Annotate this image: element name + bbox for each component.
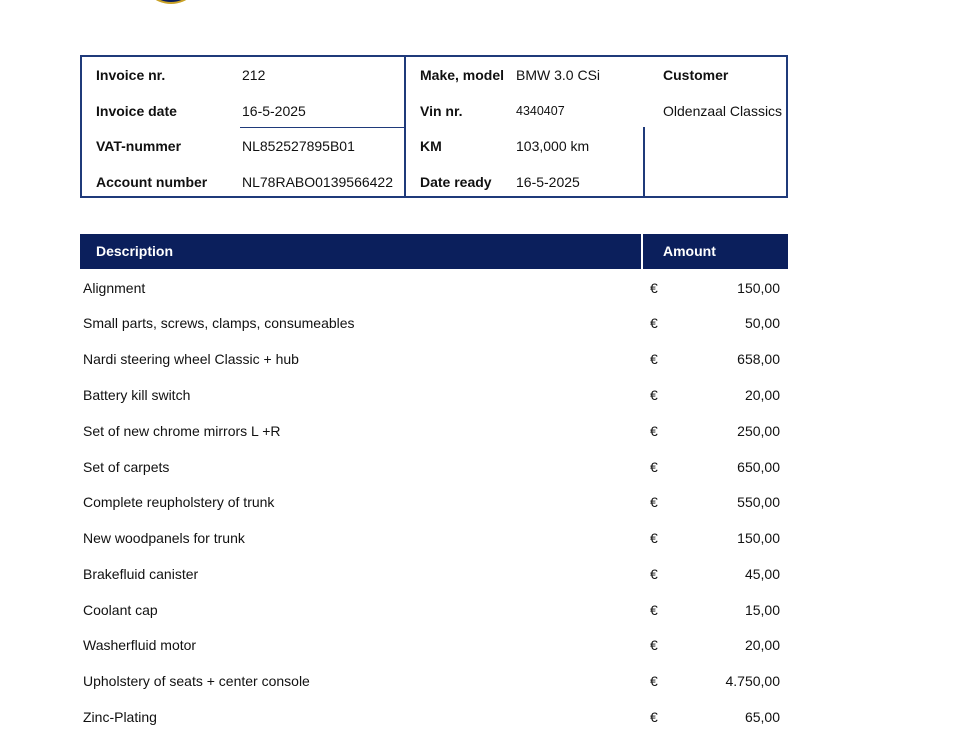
item-description: Set of carpets xyxy=(83,459,170,475)
item-description: Brakefluid canister xyxy=(83,566,199,582)
km-label: KM xyxy=(420,138,442,154)
currency-symbol: € xyxy=(650,423,658,439)
vin-value: 4340407 xyxy=(516,104,565,118)
item-description: Upholstery of seats + center console xyxy=(83,673,310,689)
date-ready-label: Date ready xyxy=(420,174,492,190)
currency-symbol: € xyxy=(650,387,658,403)
invoice-nr-label: Invoice nr. xyxy=(96,67,166,83)
make-model-label: Make, model xyxy=(420,67,505,83)
invoice-info-table xyxy=(80,55,788,198)
km-value: 103,000 km xyxy=(516,138,590,154)
account-number-label: Account number xyxy=(96,174,208,190)
make-model-value: BMW 3.0 CSi xyxy=(516,67,601,83)
item-amount: 4.750,00 xyxy=(725,673,780,689)
table-row xyxy=(80,342,788,378)
account-number-value: NL78RABO0139566422 xyxy=(242,174,394,190)
currency-symbol: € xyxy=(650,315,658,331)
item-amount: 65,00 xyxy=(744,709,780,725)
item-amount: 50,00 xyxy=(744,315,780,331)
vin-label: Vin nr. xyxy=(420,103,463,119)
item-amount: 550,00 xyxy=(737,494,780,510)
company-logo xyxy=(140,0,202,4)
items-table-header xyxy=(80,234,788,269)
item-amount: 658,00 xyxy=(737,351,780,367)
item-amount: 150,00 xyxy=(737,530,780,546)
table-row xyxy=(80,485,788,521)
currency-symbol: € xyxy=(650,602,658,618)
table-row xyxy=(80,628,788,664)
invoice-date-value: 16-5-2025 xyxy=(242,103,306,119)
customer-label: Customer xyxy=(663,67,729,83)
item-description: Nardi steering wheel Classic + hub xyxy=(83,351,299,367)
item-description: Battery kill switch xyxy=(83,387,191,403)
description-header: Description xyxy=(96,243,174,259)
item-description: Alignment xyxy=(83,280,146,296)
invoice-nr-value: 212 xyxy=(242,67,266,83)
row-divider xyxy=(240,127,404,128)
currency-symbol: € xyxy=(650,709,658,725)
currency-symbol: € xyxy=(650,530,658,546)
date-ready-value: 16-5-2025 xyxy=(516,174,580,190)
invoice-date-label: Invoice date xyxy=(96,103,177,119)
item-description: Zinc-Plating xyxy=(83,709,157,725)
table-row xyxy=(80,557,788,593)
currency-symbol: € xyxy=(650,637,658,653)
currency-symbol: € xyxy=(650,280,658,296)
item-description: Set of new chrome mirrors L +R xyxy=(83,423,281,439)
item-description: Washerfluid motor xyxy=(83,637,197,653)
table-row xyxy=(80,664,788,700)
vat-number-value: NL852527895B01 xyxy=(242,138,355,154)
item-amount: 250,00 xyxy=(737,423,780,439)
item-amount: 650,00 xyxy=(737,459,780,475)
item-amount: 150,00 xyxy=(737,280,780,296)
table-row xyxy=(80,414,788,450)
item-amount: 20,00 xyxy=(744,637,780,653)
currency-symbol: € xyxy=(650,494,658,510)
item-description: Coolant cap xyxy=(83,602,158,618)
table-row xyxy=(80,521,788,557)
item-description: Complete reupholstery of trunk xyxy=(83,494,275,510)
table-row xyxy=(80,271,788,307)
currency-symbol: € xyxy=(650,459,658,475)
customer-value: Oldenzaal Classics xyxy=(663,103,783,119)
currency-symbol: € xyxy=(650,351,658,367)
amount-header: Amount xyxy=(663,243,716,259)
item-amount: 20,00 xyxy=(744,387,780,403)
header-divider xyxy=(641,234,643,269)
table-row xyxy=(80,306,788,342)
vat-number-label: VAT-nummer xyxy=(96,138,182,154)
table-row xyxy=(80,450,788,486)
table-row xyxy=(80,700,788,736)
currency-symbol: € xyxy=(650,673,658,689)
column-divider xyxy=(404,57,406,196)
item-description: New woodpanels for trunk xyxy=(83,530,245,546)
table-row xyxy=(80,593,788,629)
currency-symbol: € xyxy=(650,566,658,582)
table-row xyxy=(80,378,788,414)
item-description: Small parts, screws, clamps, consumeables xyxy=(83,315,355,331)
item-amount: 45,00 xyxy=(744,566,780,582)
item-amount: 15,00 xyxy=(744,602,780,618)
